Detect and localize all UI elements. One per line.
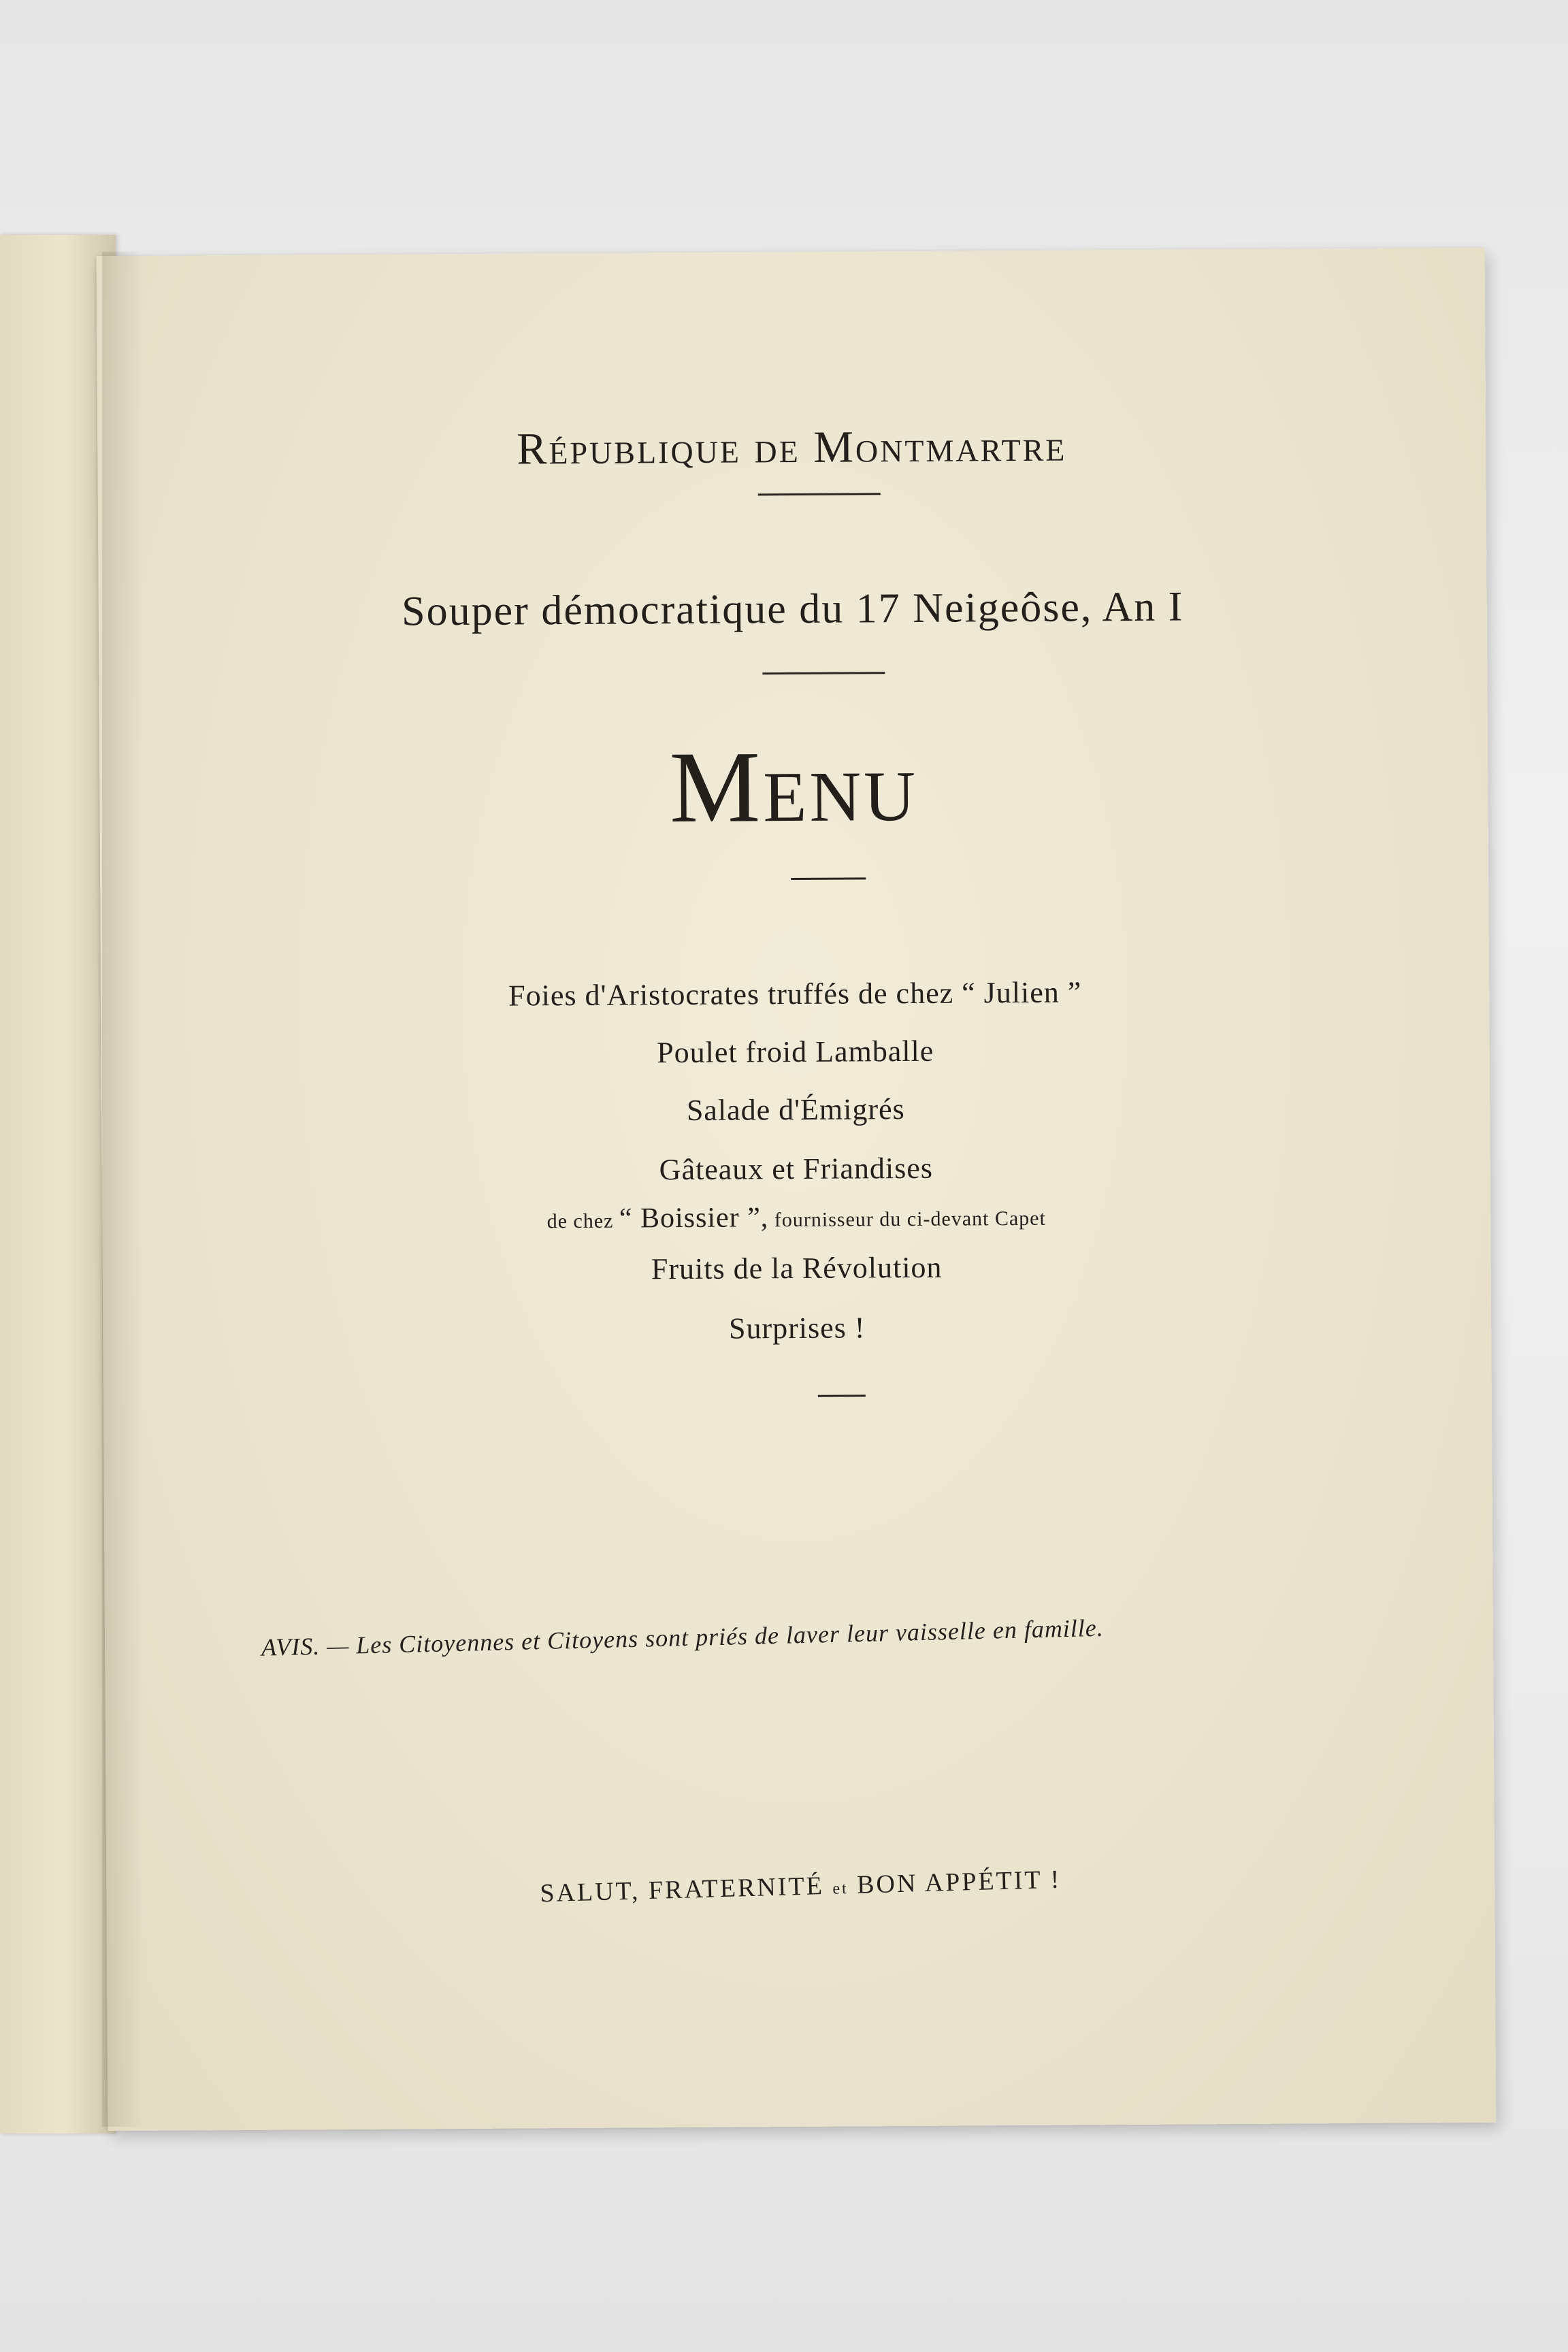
- menu-item-gateaux: Gâteaux et Friandises: [659, 1151, 934, 1187]
- menu-end-rule: [818, 1394, 866, 1396]
- menu-title: Menu: [669, 729, 919, 845]
- closing-and: et: [832, 1880, 849, 1898]
- notice-text: AVIS. — Les Citoyennes et Citoyens sont priés de laver leur vaisselle en famille.: [261, 1614, 1105, 1661]
- supplier-prefix: de chez: [546, 1209, 614, 1233]
- subtitle-rule: [762, 672, 885, 674]
- header-rule: [758, 493, 881, 495]
- page-header: République de Montmartre: [517, 421, 1067, 474]
- closing-line: [106, 1852, 1494, 1920]
- closing-salut: SALUT, FRATERNITÉ: [539, 1872, 825, 1908]
- menu-item-fruits: Fruits de la Révolution: [651, 1250, 943, 1286]
- supplier-name: “ Boissier ”,: [619, 1202, 769, 1235]
- menu-item-foies: Foies d'Aristocrates truffés de chez “ Julien ”: [508, 975, 1082, 1013]
- menu-item-poulet: Poulet froid Lamballe: [657, 1034, 934, 1070]
- supplier-suffix: fournisseur du ci-devant Capet: [774, 1207, 1047, 1232]
- title-rule: [791, 877, 866, 880]
- menu-item-salade: Salade d'Émigrés: [686, 1092, 905, 1127]
- menu-item-supplier: [102, 1197, 1490, 1238]
- event-subtitle: Souper démocratique du 17 Neigeôse, An I: [401, 583, 1184, 635]
- menu-item-surprises: Surprises !: [728, 1311, 866, 1345]
- menu-page: [97, 248, 1497, 2131]
- closing-appetit: BON APPÉTIT !: [856, 1865, 1062, 1899]
